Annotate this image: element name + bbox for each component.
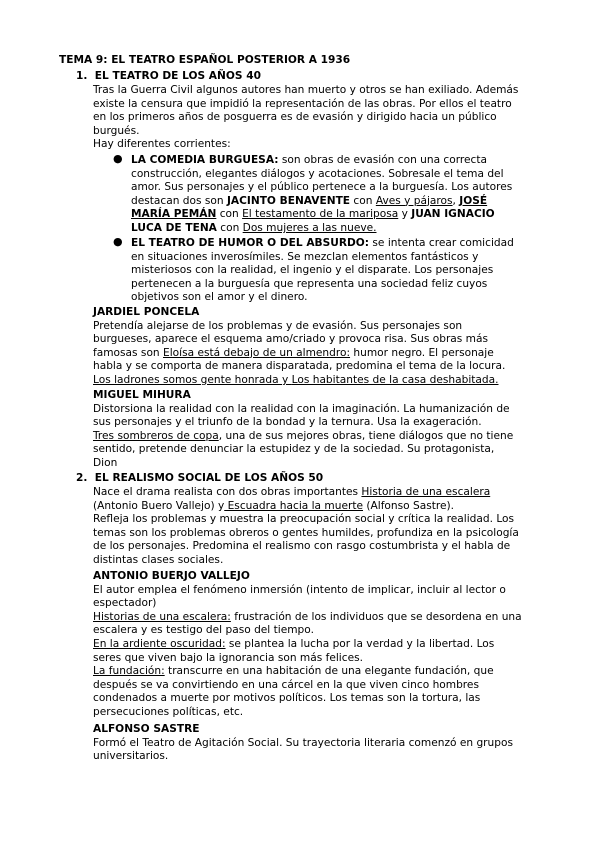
text-span: famosas son bbox=[93, 346, 164, 359]
text-line: temas son los problemas obreros o gentes humildes, profundiza en la psicología bbox=[93, 526, 519, 539]
text-line: pertenecen a la burguesía que representa una sociedad feliz cuyos bbox=[131, 277, 488, 290]
work-title: Los ladrones somos gente honrada y bbox=[93, 373, 292, 386]
text-span: se plantea la lucha por la verdad y la libertad. Los bbox=[225, 637, 495, 650]
text-span: con bbox=[350, 194, 376, 207]
text-line: en situaciones inverosímiles. Se mezclan elementos fantásticos y bbox=[131, 250, 479, 263]
text-span: (Alfonso Sastre). bbox=[363, 499, 455, 512]
author-name: JOSÉ bbox=[459, 194, 488, 207]
section-1-number: 1. bbox=[76, 70, 88, 82]
work-title: Eloísa está debajo de un almendro: bbox=[163, 346, 351, 359]
page-title: TEMA 9: EL TEATRO ESPAÑOL POSTERIOR A 1936 bbox=[59, 54, 351, 66]
work-title: Historias de una escalera: bbox=[93, 610, 231, 623]
text-line: Dion bbox=[93, 456, 118, 469]
author-name: JACINTO BENAVENTE bbox=[226, 194, 351, 207]
section-1-title: EL TEATRO DE LOS AÑOS 40 bbox=[94, 70, 261, 82]
text-line: universitarios. bbox=[93, 750, 169, 763]
currents-label: Hay diferentes corrientes: bbox=[93, 138, 231, 151]
work-title: El testamento de la mariposa bbox=[242, 208, 399, 221]
author-antonio-buero-vallejo bbox=[93, 570, 538, 720]
section-1-heading bbox=[76, 70, 261, 84]
work-title: Escuadra hacia la muerte bbox=[224, 499, 363, 512]
bullet-dot-icon: ● bbox=[113, 235, 123, 248]
bullet-comedia-burguesa bbox=[131, 154, 519, 236]
work-title: La fundación: bbox=[93, 665, 165, 678]
text-span: transcurre en una habitación de una elegante fundación, que bbox=[164, 665, 494, 678]
text-line: condenados a muerte por motivos políticos. Los temas son la tortura, las bbox=[93, 692, 481, 705]
text-line: en los primeros años de posguerra es de evasión y dirigido hacia un público bbox=[93, 111, 497, 124]
text-line: seres que viven bajo la ignorancia son más felices. bbox=[93, 651, 363, 664]
work-title: Los habitantes de la casa deshabitada. bbox=[291, 373, 499, 386]
author-alfonso-sastre bbox=[93, 723, 538, 764]
bullet-dot-icon: ● bbox=[113, 152, 123, 165]
text-line: persecuciones políticas, etc. bbox=[93, 705, 244, 718]
author-name: JUAN IGNACIO bbox=[411, 208, 495, 221]
work-title: En la ardiente oscuridad: bbox=[93, 637, 226, 650]
text-line: misteriosos con la realidad, el ingenio y el disparate. Los personajes bbox=[131, 264, 494, 277]
text-line: existe la censura que impidió la representación de las obras. Por ellos el teatro bbox=[93, 97, 512, 110]
section-1-intro bbox=[93, 84, 538, 152]
text-span: destacan dos son bbox=[131, 194, 227, 207]
bullet-title: LA COMEDIA BURGUESA: bbox=[131, 154, 279, 166]
section-2-title: EL REALISMO SOCIAL DE LOS AÑOS 50 bbox=[94, 472, 324, 484]
section-2-heading bbox=[76, 472, 323, 486]
work-title: Historia de una escalera bbox=[361, 486, 491, 498]
text-line: amor. Sus personajes y el público pertenece a la burguesía. Los autores bbox=[131, 181, 513, 194]
text-line: construcción, elegantes diálogos y acotaciones. Sobresale el tema del bbox=[131, 167, 504, 180]
text-line: Tras la Guerra Civil algunos autores han muerto y otros se han exiliado. Además bbox=[93, 84, 519, 96]
text-span: , bbox=[452, 194, 460, 207]
text-line: Distorsiona la realidad con la realidad con la imaginación. La humanización de bbox=[93, 402, 510, 415]
author-heading: ALFONSO SASTRE bbox=[93, 723, 200, 735]
author-heading: ANTONIO BUERJO VALLEJO bbox=[93, 570, 250, 582]
text-span: son obras de evasión con una correcta bbox=[278, 154, 488, 166]
work-title: Aves y pájaros bbox=[375, 194, 453, 207]
text-span: se intenta crear comicidad bbox=[369, 237, 514, 249]
author-name: LUCA DE TENA bbox=[131, 221, 217, 234]
author-miguel-mihura bbox=[93, 389, 538, 471]
text-line: burgués. bbox=[93, 124, 140, 137]
text-span: Nace el drama realista con dos obras importantes bbox=[93, 486, 362, 498]
text-line: después se va convirtiendo en una cárcel en la que viven cinco hombres bbox=[93, 678, 479, 691]
text-line: sentido, pretende denunciar la estupidez y de la sociedad. Su protagonista, bbox=[93, 443, 495, 456]
author-name: MARÍA PEMÁN bbox=[131, 208, 217, 221]
text-span: , una de sus mejores obras, tiene diálogos que no tiene bbox=[218, 429, 514, 442]
work-title: Dos mujeres a las nueve. bbox=[242, 221, 377, 234]
text-line: sus personajes y el triunfo de la bondad y la ternura. Usa la exageración. bbox=[93, 416, 482, 429]
text-line: Pretendía alejarse de los problemas y de evasión. Sus personajes son bbox=[93, 319, 463, 332]
author-heading: MIGUEL MIHURA bbox=[93, 389, 191, 401]
text-line: El autor emplea el fenómeno inmersión (intento de implicar, incluir al lector o bbox=[93, 583, 506, 596]
text-line: de los personajes. Predomina el realismo con rasgo costumbrista y el habla de bbox=[93, 540, 511, 553]
text-span: con bbox=[216, 208, 243, 221]
work-title: Tres sombreros de copa bbox=[93, 429, 219, 442]
text-line: objetivos son el amor y el dinero. bbox=[131, 291, 308, 304]
text-span: y bbox=[398, 208, 412, 221]
text-line: burgueses, aparece el esquema amo/criado y provoca risa. Sus obras más bbox=[93, 333, 489, 346]
text-line: habla y se comporta de manera disparatada, predomina el tema de la locura. bbox=[93, 360, 506, 373]
text-line: distintas clases sociales. bbox=[93, 553, 224, 566]
author-jardiel-poncela bbox=[93, 306, 538, 388]
author-heading: JARDIEL PONCELA bbox=[93, 306, 200, 318]
bullet-teatro-humor bbox=[131, 237, 519, 305]
text-span: frustración de los individuos que se desordena en una bbox=[230, 610, 522, 623]
text-line: escalera y es testigo del paso del tiempo. bbox=[93, 624, 314, 637]
text-span: con bbox=[216, 221, 243, 234]
section-2-number: 2. bbox=[76, 472, 88, 484]
text-line: espectador) bbox=[93, 597, 157, 610]
text-line: Refleja los problemas y muestra la preocupación social y crítica la realidad. Los bbox=[93, 513, 515, 526]
bullet-title: EL TEATRO DE HUMOR O DEL ABSURDO: bbox=[131, 237, 370, 249]
section-2-intro bbox=[93, 486, 538, 568]
text-span: (Antonio Buero Vallejo) y bbox=[93, 499, 225, 512]
text-line: Formó el Teatro de Agitación Social. Su trayectoria literaria comenzó en grupos bbox=[93, 736, 513, 749]
text-span: humor negro. El personaje bbox=[350, 346, 494, 359]
